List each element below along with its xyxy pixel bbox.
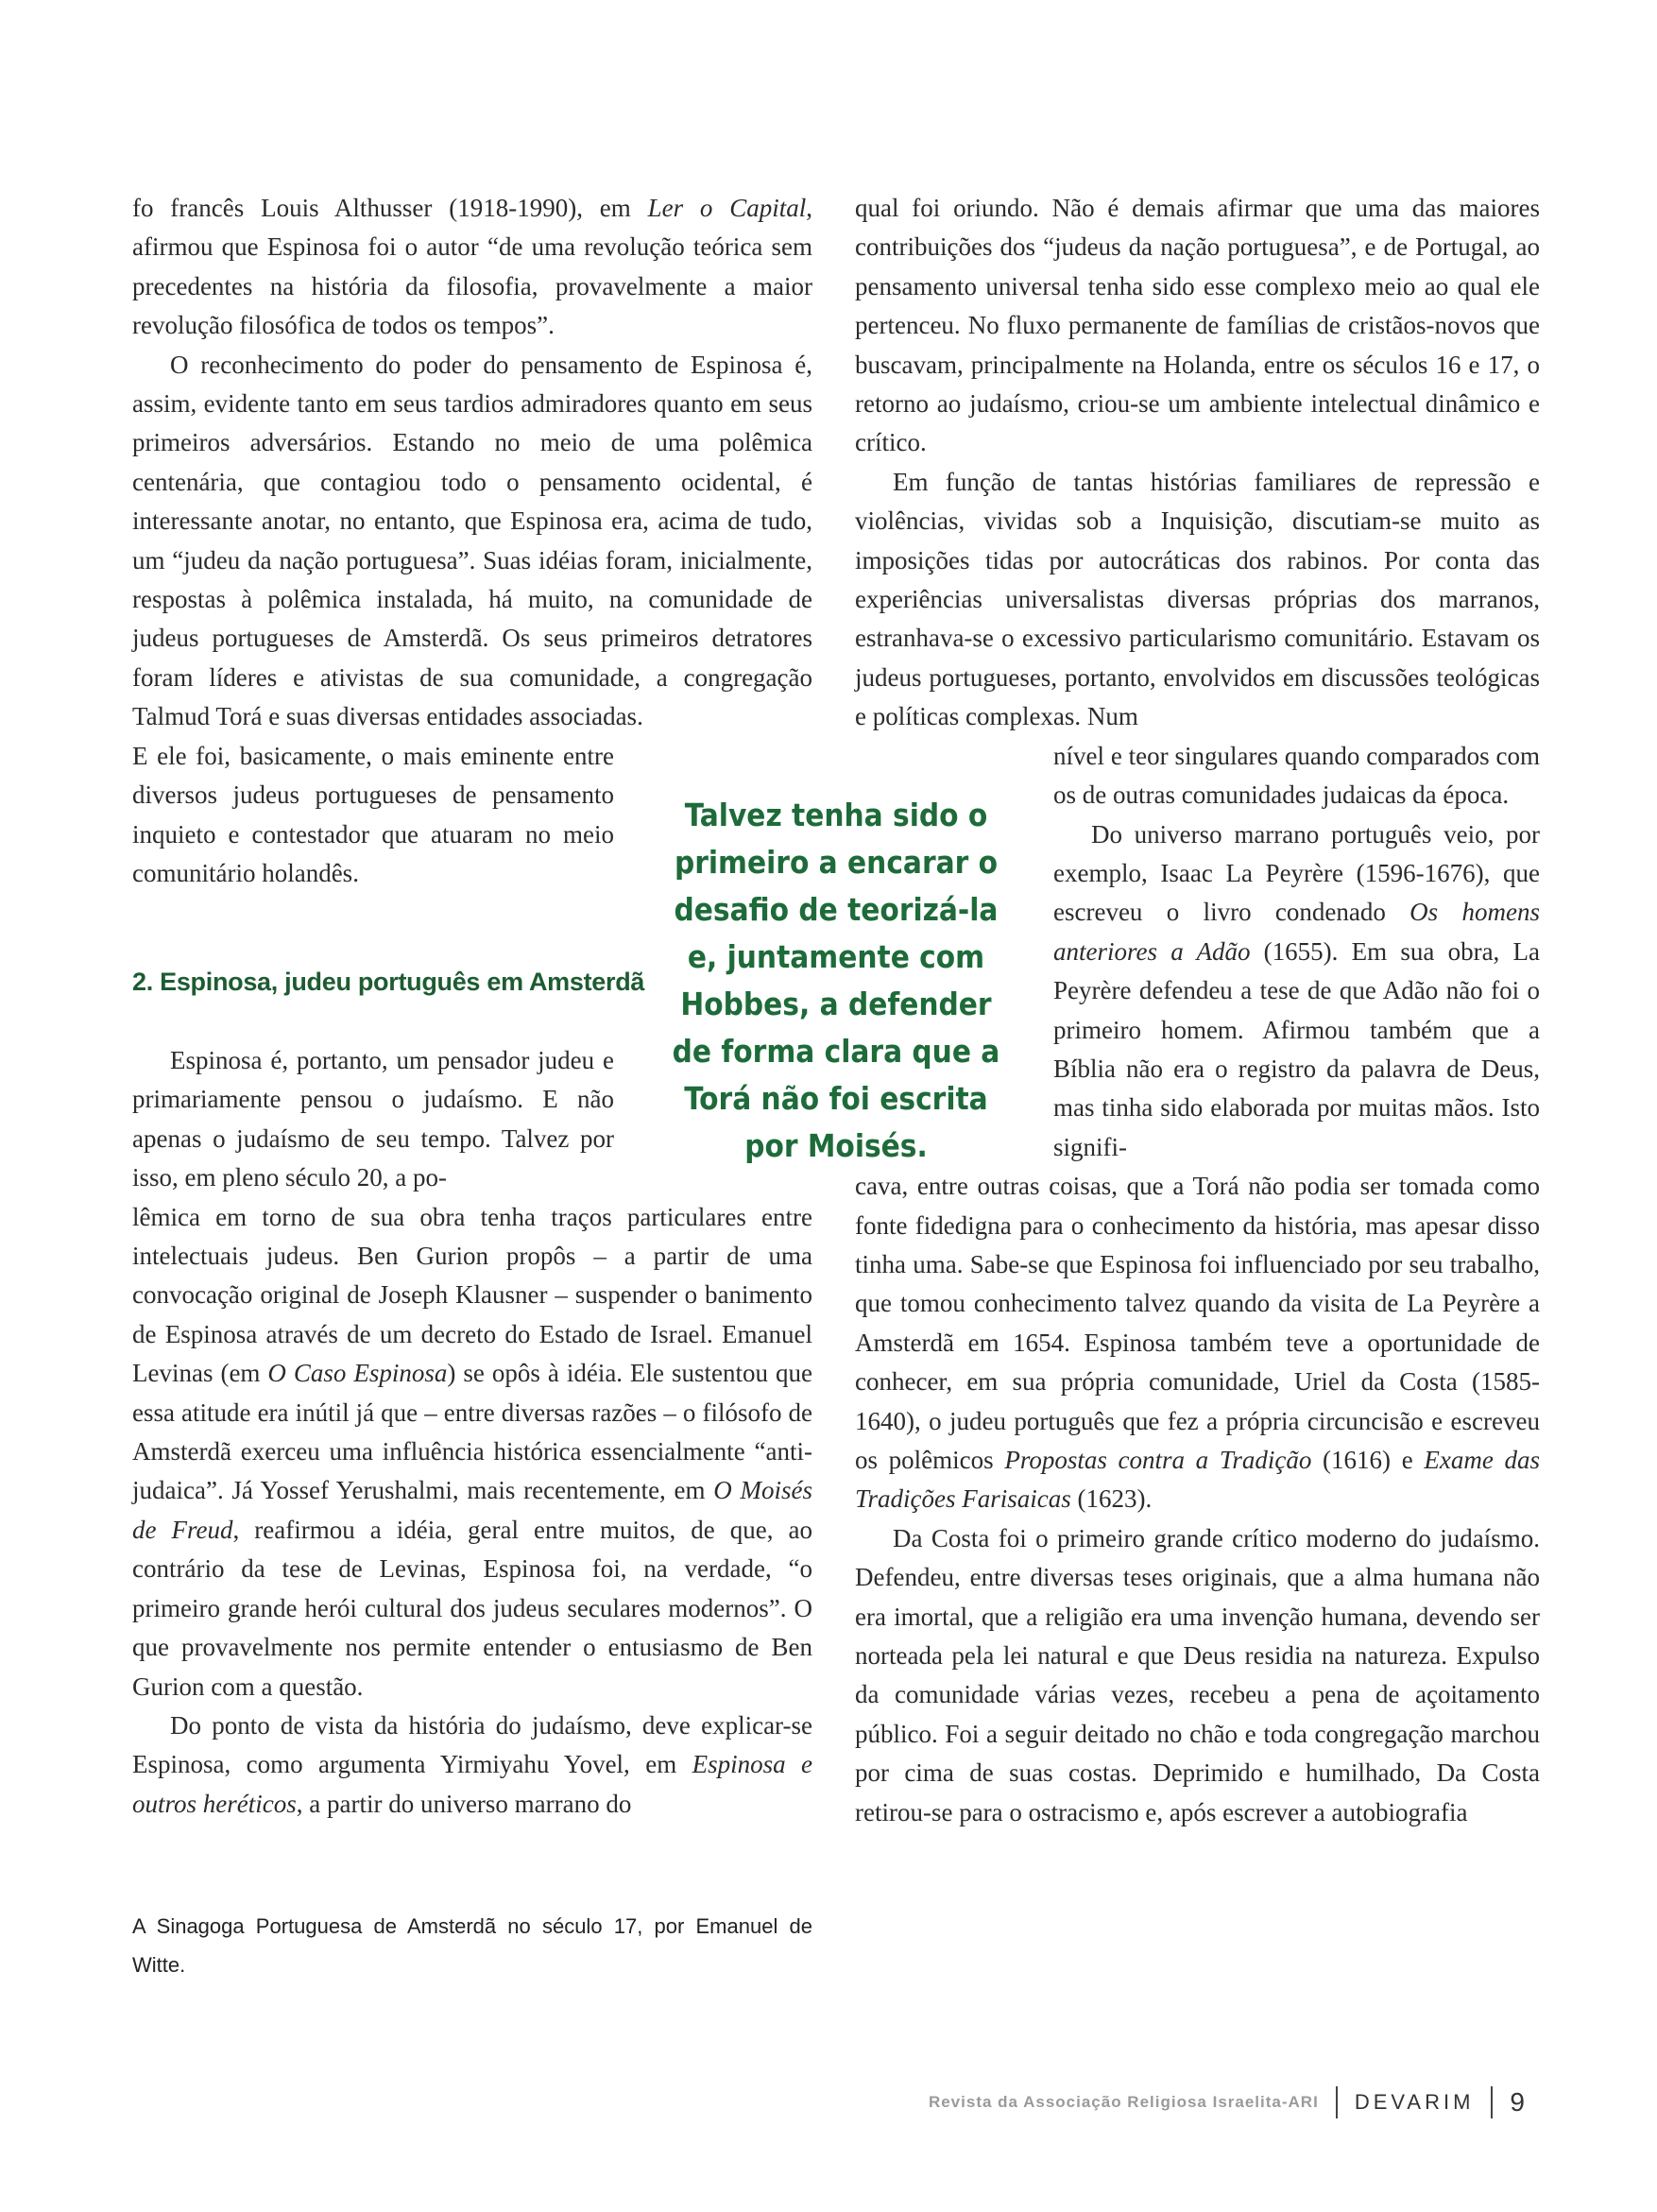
page-footer [929,2086,1525,2118]
paragraph: nível e teor singulares quando comparados com os de outras comunidades judaicas da época. [1053,741,1540,810]
paragraph: cava, entre outras coisas, que a Torá não podia ser tomada como fonte fidedigna para o conhecimento da história, mas apesar disso tinha uma. Sabe-se que Espinosa foi influenciado por seu trabalho, que tomou conhecimento talvez quando da visita de La Peyrère a Amsterdã em 1654. Espinosa também teve a oportunidade de conhecer, em sua própria comunidade, Uriel da Costa (1585-1640), o judeu português que fez a própria circuncisão e escreveu os polêmicos Propostas contra a Tradição (1616) e Exame das Tradições Farisaicas (1623). [855,1172,1540,1514]
paragraph: Do ponto de vista da história do judaísmo, deve explicar-se Espinosa, como argumenta Yirmiyahu Yovel, em Espinosa e outros heréticos, a partir do universo marrano do [132,1710,813,1818]
paragraph: O reconhecimento do poder do pensamento de Espinosa é, assim, evidente tanto em seus tardios admiradores quanto em seus primeiros adversários. Estando no meio de uma polêmica centenária, que contagiou todo o pensamento ocidental, é interessante anotar, no entanto, que Espinosa era, acima de tudo, um “judeu da nação portuguesa”. Suas idéias foram, inicialmente, respostas à polêmica instalada, há muito, na comunidade de judeus portugueses de Amsterdã. Os seus primeiros detratores foram líderes e ativistas de sua comunidade, a congregação Talmud Torá e suas diversas entidades associadas. [132,350,812,731]
paragraph: qual foi oriundo. Não é demais afirmar que uma das maiores contribuições dos “judeus da nação portuguesa”, e de Portugal, ao pensamento universal tenha sido esse complexo meio ao qual ele pertenceu. No fluxo permanente de famílias de cristãos-novos que buscavam, principalmente na Holanda, entre os séculos 16 e 17, o retorno ao judaísmo, criou-se um ambiente intelectual dinâmico e crítico. [855,194,1540,457]
paragraph: Em função de tantas histórias familiares de repressão e violências, vividas sob a Inquisição, discutiam-se muito as imposições tidas por autocráticas dos rabinos. Por conta das experiências universalistas diversas próprias dos marranos, estranhava-se o excessivo particularismo comunitário. Estavam os judeus portugueses, portanto, envolvidos em discussões teológicas e políticas complexas. Num [855,467,1540,731]
divider [1491,2086,1493,2118]
paragraph: fo francês Louis Althusser (1918-1990), em Ler o Capital, afirmou que Espinosa foi o autor “de uma revolução teórica sem precedentes na história da filosofia, provavelmente a maior revolução filosófica de todos os tempos”. [132,194,812,340]
right-column [855,189,1540,1832]
brand-name: DEVARIM [1354,2090,1475,2114]
image-caption: A Sinagoga Portuguesa de Amsterdã no século 17, por Emanuel de Witte. [132,1914,812,1978]
page-number: 9 [1510,2087,1525,2117]
paragraph: Da Costa foi o primeiro grande crítico moderno do judaísmo. Defendeu, entre diversas teses originais, que a alma humana não era imortal, que a religião era uma invenção humana, devendo ser norteada pela lei natural e que Deus residia na natureza. Expulso da comunidade várias vezes, recebeu a pena de açoitamento público. Foi a seguir deitado no chão e toda congregação marchou por cima de suas costas. Deprimido e humilhado, Da Costa retirou-se para o ostracismo e, após escrever a autobiografia [855,1523,1540,1826]
divider [1336,2086,1338,2118]
paragraph: lêmica em torno de sua obra tenha traços particulares entre intelectuais judeus. Ben Gurion propôs – a partir de uma convocação original de Joseph Klausner – suspender o banimento de Espinosa através de um decreto do Estado de Israel. Emanuel Levinas (em O Caso Espinosa) se opôs à idéia. Ele sustentou que essa atitude era inútil já que – entre diversas razões – o filósofo de Amsterdã exerceu uma influência histórica essencialmente “anti-judaica”. Já Yossef Yerushalmi, mais recentemente, em O Moisés de Freud, reafirmou a idéia, geral entre muitos, de que, ao contrário da tese de Levinas, Espinosa foi, na verdade, “o primeiro grande herói cultural dos judeus seculares modernos”. O que provavelmente nos permite entender o entusiasmo de Ben Gurion com a questão. [132,1202,812,1701]
section-heading: 2. Espinosa, judeu português em Amsterdã [132,968,645,996]
magazine-name: Revista da Associação Religiosa Israelita-ARI [928,2093,1319,2111]
left-column [132,189,812,893]
paragraph: Espinosa é, portanto, um pensador judeu e primariamente pensou o judaísmo. E não apenas o judaísmo de seu tempo. Talvez por isso, em pleno século 20, a po- [132,1046,614,1192]
paragraph: E ele foi, basicamente, o mais eminente entre diversos judeus portugueses de pensamento inquieto e contestador que atuaram no meio comunitário holandês. [132,741,614,887]
pull-quote: Talvez tenha sido o primeiro a encarar o desafio de teorizá-la e, juntamente com Hobbes, a defender de forma clara que a Torá não foi escrita por Moisés. [672,797,1000,1164]
paragraph: Do universo marrano português veio, por exemplo, Isaac La Peyrère (1596-1676), que escreveu o livro condenado Os homens anteriores a Adão (1655). Em sua obra, La Peyrère defendeu a tese de que Adão não foi o primeiro homem. Afirmou também que a Bíblia não era o registro da palavra de Deus, mas tinha sido elaborada por muitas mãos. Isto signifi- [1053,819,1540,1161]
